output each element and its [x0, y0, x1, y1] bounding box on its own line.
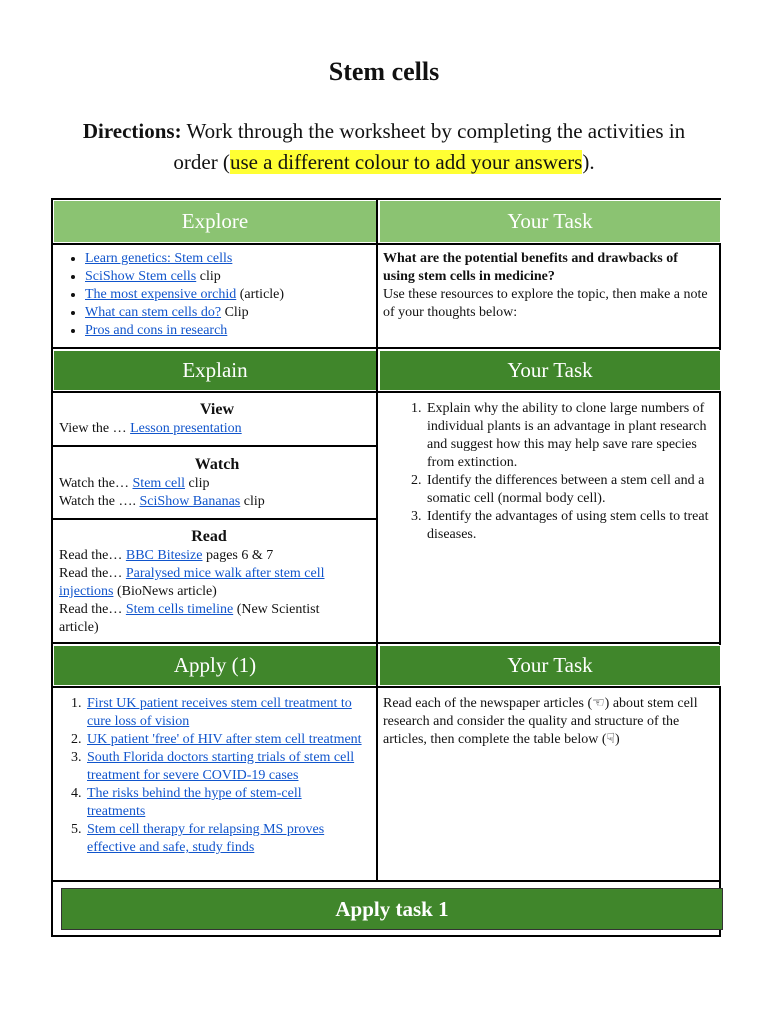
directions-highlight: use a different colour to add your answers — [229, 150, 583, 174]
stem-cell-clip-link[interactable]: Stem cell — [132, 476, 186, 491]
list-item — [85, 821, 363, 857]
list-item: 3. Identify the advantages of using stem cells to treat diseases. — [425, 508, 717, 544]
apply-header: Apply (1) — [53, 645, 377, 686]
read-cell: Read Read the… BBC Bitesize pages 6 & 7 Read the… Paralysed mice walk after stem cell injections (BioNews article) Read the… Stem cells timeline (New Scientist article) — [59, 527, 359, 637]
divider — [53, 686, 719, 688]
list-item: 2. Identify the differences between a stem cell and a somatic cell (normal body cell). — [425, 472, 717, 508]
list-item: • The most expensive orchid (article) — [85, 286, 377, 304]
explore-link[interactable]: Pros and cons in research — [85, 323, 228, 338]
list-item: • What can stem cells do? Clip — [85, 304, 377, 322]
divider — [53, 642, 719, 644]
lesson-presentation-link[interactable]: Lesson presentation — [130, 421, 242, 436]
directions — [60, 116, 708, 178]
task1-question: What are the potential benefits and drawbacks of using stem cells in medicine? — [383, 251, 678, 284]
task1-text: Use these resources to explore the topic, then make a note of your thoughts below: — [383, 287, 708, 320]
divider — [53, 243, 719, 245]
explore-header: Explore — [53, 200, 377, 243]
directions-end: ). — [582, 150, 595, 174]
article-link[interactable]: Stem cell therapy for relapsing MS proves effective and safe, study finds — [87, 822, 325, 855]
article-link[interactable]: UK patient 'free' of HIV after stem cell treatment — [87, 732, 362, 747]
task1-header: Your Task — [379, 200, 721, 243]
apply-list — [53, 695, 363, 857]
explore-link[interactable]: What can stem cells do? — [85, 305, 222, 320]
worksheet-table — [51, 198, 721, 937]
stem-cells-timeline-link[interactable]: Stem cells timeline — [125, 602, 234, 617]
apply-cell — [53, 695, 363, 875]
read-title: Read — [191, 528, 227, 545]
task2-header: Your Task — [379, 350, 721, 391]
view-cell: View View the … Lesson presentation — [59, 400, 375, 444]
explore-list-cell — [53, 250, 377, 346]
article-link[interactable]: First UK patient receives stem cell treatment to cure loss of vision — [87, 696, 352, 729]
list-item — [85, 749, 363, 785]
page-title: Stem cells — [328, 57, 440, 86]
divider — [53, 445, 377, 447]
directions-text: Work through the worksheet by completing the activities in order ( — [173, 119, 686, 174]
view-title: View — [199, 401, 235, 418]
divider — [53, 391, 719, 393]
explore-link[interactable]: SciShow Stem cells — [85, 269, 197, 284]
apply-task-banner: Apply task 1 — [61, 888, 723, 930]
divider — [53, 518, 377, 520]
explore-link[interactable]: Learn genetics: Stem cells — [85, 251, 233, 266]
list-item: 1. Explain why the ability to clone large numbers of individual plants is an advantage in plant research and suggest how this may help save rare species from extinction. — [425, 400, 717, 472]
list-item — [85, 322, 377, 340]
watch-title: Watch — [194, 456, 240, 473]
explain-header: Explain — [53, 350, 377, 391]
task3-header: Your Task — [379, 645, 721, 686]
task2-list — [383, 400, 717, 544]
task3-cell: Read each of the newspaper articles (☜) about stem cell research and consider the quality and structure of the articles, then complete the table below (☟) — [383, 696, 698, 747]
scishow-bananas-link[interactable]: SciShow Bananas — [139, 494, 241, 509]
list-item — [85, 731, 363, 749]
list-item: • SciShow Stem cells clip — [85, 268, 377, 286]
paralysed-mice-link[interactable]: Paralysed mice walk after stem cell injections — [59, 566, 325, 599]
directions-label: Directions: — [82, 119, 182, 143]
divider — [376, 200, 378, 880]
list-item — [85, 250, 377, 268]
article-link[interactable]: South Florida doctors starting trials of stem cell treatment for severe COVID-19 cases — [87, 750, 355, 783]
list-item — [85, 785, 363, 821]
task2-cell — [383, 400, 717, 640]
divider — [53, 880, 719, 882]
divider — [53, 347, 719, 349]
list-item — [85, 695, 363, 731]
bbc-bitesize-link[interactable]: BBC Bitesize — [125, 548, 203, 563]
task1-cell — [383, 250, 713, 346]
article-link[interactable]: The risks behind the hype of stem-cell treatments — [87, 786, 302, 819]
explore-link[interactable]: The most expensive orchid — [85, 287, 237, 302]
explore-list — [53, 250, 377, 340]
watch-cell: Watch Watch the… Stem cell clip Watch the …. SciShow Bananas clip — [59, 455, 375, 519]
